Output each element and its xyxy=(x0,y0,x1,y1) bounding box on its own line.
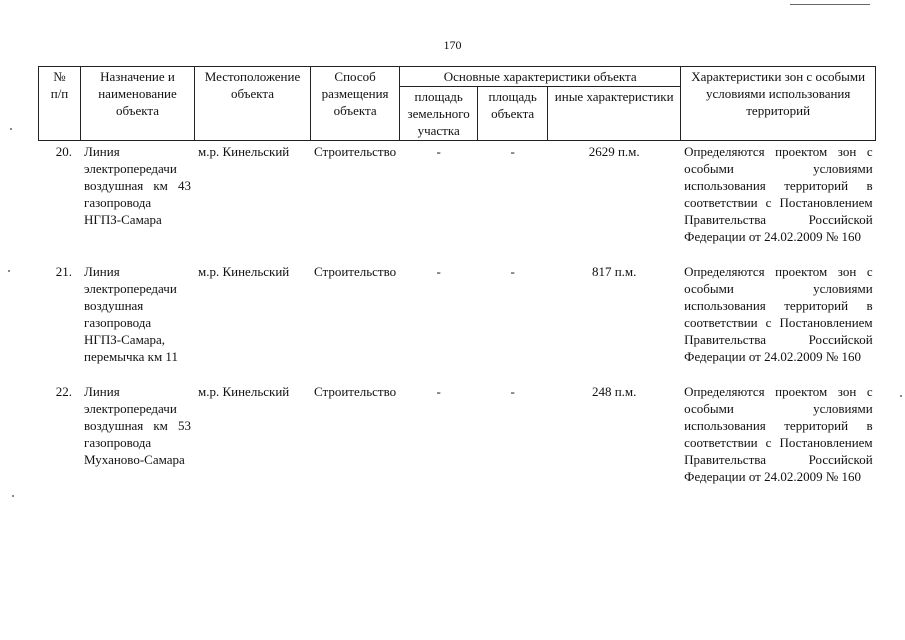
scan-speck xyxy=(12,495,14,497)
zone-characteristics: Определяются проектом зон с особыми условиями использования территорий в соответствии с Постановлением Правительства Российской Федерации от 24.02.2009 № 160 xyxy=(684,144,873,244)
scan-top-rule xyxy=(790,4,870,5)
table-row xyxy=(39,141,876,262)
header-object-area: площадь объекта xyxy=(478,87,548,141)
scan-speck xyxy=(8,270,10,272)
header-land-area: площадь земельного участка xyxy=(400,87,478,141)
object-area: - xyxy=(510,264,515,279)
object-location: м.р. Кинельский xyxy=(198,264,290,279)
scan-speck xyxy=(900,395,902,397)
land-area: - xyxy=(436,264,441,279)
placement-method: Строительство xyxy=(314,144,397,159)
header-num: № п/п xyxy=(39,67,81,141)
object-location: м.р. Кинельский xyxy=(198,384,290,399)
placement-method: Строительство xyxy=(314,384,397,399)
header-other-characteristics: иные характеристики xyxy=(548,87,681,141)
row-number: 20. xyxy=(55,144,72,159)
table-header-row xyxy=(39,67,876,87)
zone-characteristics: Определяются проектом зон с особыми условиями использования территорий в соответствии с Постановлением Правительства Российской Федерации от 24.02.2009 № 160 xyxy=(684,264,873,364)
object-name: Линия электропередачи воздушная газопровода НГПЗ-Самара, перемычка км 11 xyxy=(84,264,178,364)
other-characteristics: 817 п.м. xyxy=(591,264,637,279)
header-main-characteristics: Основные характеристики объекта xyxy=(400,67,681,87)
land-area: - xyxy=(436,144,441,159)
header-method: Способ размещения объекта xyxy=(311,67,400,141)
other-characteristics: 248 п.м. xyxy=(591,384,637,399)
object-area: - xyxy=(510,384,515,399)
zone-characteristics: Определяются проектом зон с особыми условиями использования территорий в соответствии с Постановлением Правительства Российской Федерации от 24.02.2009 № 160 xyxy=(684,384,873,484)
other-characteristics: 2629 п.м. xyxy=(588,144,640,159)
object-area: - xyxy=(510,144,515,159)
header-location: Местоположение объекта xyxy=(195,67,311,141)
objects-table xyxy=(38,66,876,501)
table-row xyxy=(39,261,876,381)
land-area: - xyxy=(436,384,441,399)
row-number: 22. xyxy=(55,384,72,399)
object-name: Линия электропередачи воздушная км 53 газопровода Муханово-Самара xyxy=(84,384,191,467)
placement-method: Строительство xyxy=(314,264,397,279)
header-name: Назначение и наименование объекта xyxy=(81,67,195,141)
object-location: м.р. Кинельский xyxy=(198,144,290,159)
scan-speck xyxy=(10,128,12,130)
table-row xyxy=(39,381,876,501)
page-number: 170 xyxy=(443,38,462,52)
object-name: Линия электропередачи воздушная км 43 газопровода НГПЗ-Самара xyxy=(84,144,191,227)
row-number: 21. xyxy=(55,264,72,279)
header-zones: Характеристики зон с особыми условиями использования территорий xyxy=(681,67,876,141)
